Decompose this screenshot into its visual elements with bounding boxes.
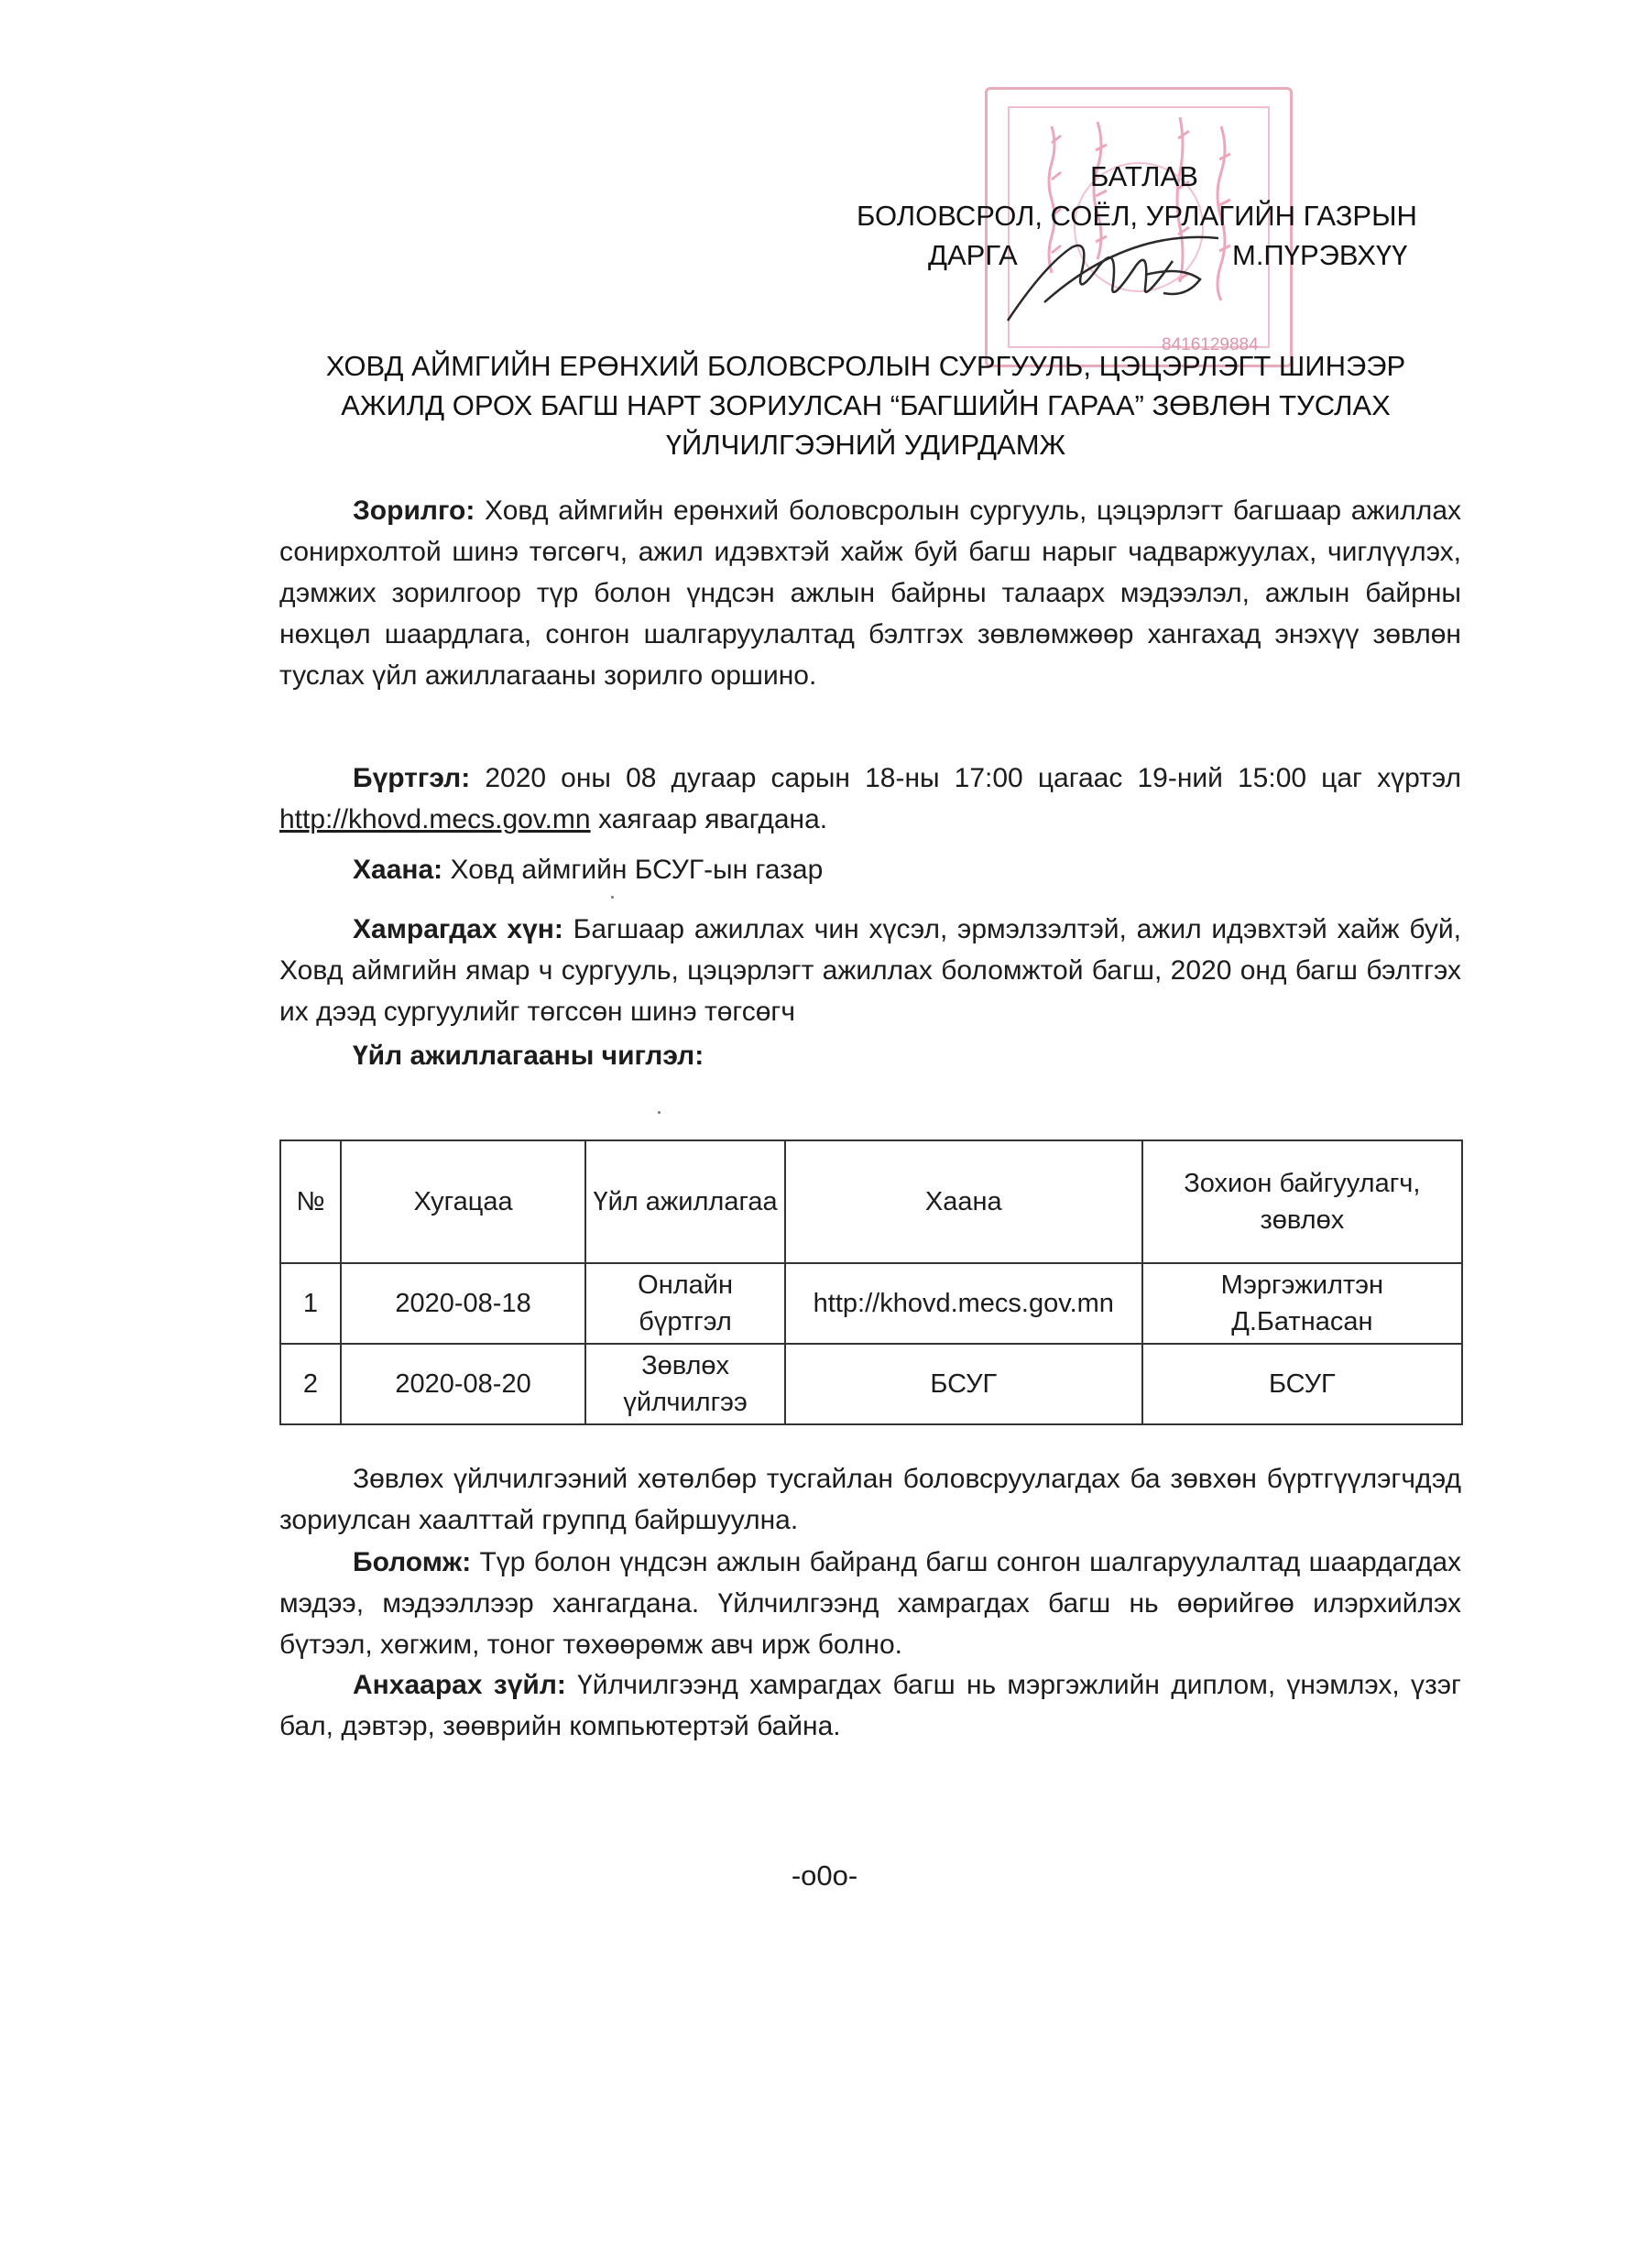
scan-speck (611, 896, 614, 899)
opportunity-text: Түр болон үндсэн ажлын байранд багш сонгон шалгаруулалтад шаардагдах мэдээ, мэдээллээр хангагдана. Үйлчилгээнд хамрагдах багш нь өөрийгөө илэрхийлэх бүтээл, хөгжим, тоног төхөөрөмж авч ирж болно. (279, 1547, 1461, 1660)
program-note-paragraph (279, 1458, 1461, 1541)
where-paragraph (279, 849, 1461, 890)
where-label: Хаана: (353, 855, 443, 885)
document-footer: -o0o- (791, 1859, 858, 1892)
where-text: Ховд аймгийн БСУГ-ын газар (442, 855, 824, 885)
cell-organizer: БСУГ (1142, 1344, 1462, 1424)
header-organizer: Зохион байгуулагч, зөвлөх (1142, 1140, 1462, 1263)
table-row (280, 1263, 1462, 1344)
approval-heading: БАТЛАВ (1090, 160, 1198, 192)
table-header-row (280, 1140, 1462, 1263)
attention-label: Анхаарах зүйл: (353, 1670, 566, 1700)
document-title (266, 346, 1466, 464)
approval-name: М.ПҮРЭВХҮҮ (1232, 239, 1408, 271)
cell-activity: Онлайн бүртгэл (585, 1263, 785, 1344)
audience-text: Багшаар ажиллах чин хүсэл, эрмэлзэлтэй, ажил идэвхтэй хайж буй, Ховд аймгийн ямар ч сургууль, цэцэрлэгт ажиллах боломжтой багш, 2020 онд багш бэлтгэх их дээд сургуулийг төгссөн шинэ төгсөгч (279, 914, 1461, 1027)
cell-activity: Зөвлөх үйлчилгээ (585, 1344, 785, 1424)
attention-paragraph (279, 1664, 1461, 1747)
directions-label: Үйл ажиллагааны чиглэл: (353, 1041, 704, 1071)
cell-date: 2020-08-18 (341, 1263, 585, 1344)
audience-paragraph (279, 909, 1461, 1032)
header-date: Хугацаа (341, 1140, 585, 1263)
title-line-1: ХОВД АЙМГИЙН ЕРӨНХИЙ БОЛОВСРОЛЫН СУРГУУЛЬ, ЦЭЦЭРЛЭГТ ШИНЭЭР (325, 350, 1406, 382)
registration-link[interactable]: http://khovd.mecs.gov.mn (279, 804, 591, 834)
header-number: № (280, 1140, 341, 1263)
header-where: Хаана (785, 1140, 1142, 1263)
attention-text: Үйлчилгээнд хамрагдах багш нь мэргэжлийн диплом, үнэмлэх, үзэг бал, дэвтэр, зөөврийн компьютертэй байна. (279, 1670, 1461, 1741)
goal-text: Ховд аймгийн ерөнхий боловсролын сургууль, цэцэрлэгт багшаар ажиллах сонирхолтой шинэ төгсөгч, ажил идэвхтэй хайж буй багш нарыг чадваржуулах, чиглүүлэх, дэмжих зорилгоор түр болон үндсэн ажлын байрны талаарх мэдээлэл, ажлын байрны нөхцөл шаардлага, сонгон шалгаруулалтад бэлтгэх зөвлөмжөөр хангахад энэхүү зөвлөн туслах үйл ажиллагааны зорилго оршино. (279, 496, 1461, 691)
stamp-number: 8416129884 (1162, 335, 1259, 354)
cell-where[interactable]: http://khovd.mecs.gov.mn (785, 1263, 1142, 1344)
cell-where: БСУГ (785, 1344, 1142, 1424)
registration-text-end: хаягаар явагдана. (590, 804, 828, 834)
directions-paragraph (279, 1035, 1461, 1076)
header-activity: Үйл ажиллагаа (585, 1140, 785, 1263)
opportunity-label: Боломж: (353, 1547, 472, 1577)
registration-text: 2020 оны 08 дугаар сарын 18-ны 17:00 цагаас 19-ний 15:00 цаг хүртэл (470, 763, 1461, 793)
schedule-table (279, 1139, 1463, 1425)
cell-number: 2 (280, 1344, 341, 1424)
goal-label: Зорилго: (353, 496, 475, 526)
title-line-3: ҮЙЛЧИЛГЭЭНИЙ УДИРДАМЖ (665, 429, 1066, 461)
approval-department: БОЛОВСРОЛ, СОЁЛ, УРЛАГИЙН ГАЗРЫН (857, 200, 1417, 232)
cell-number: 1 (280, 1263, 341, 1344)
scan-speck (658, 1111, 661, 1114)
title-line-2: АЖИЛД ОРОХ БАГШ НАРТ ЗОРИУЛСАН “БАГШИЙН ГАРАА” ЗӨВЛӨН ТУСЛАХ (341, 389, 1391, 421)
registration-paragraph (279, 758, 1461, 840)
program-note-text: Зөвлөх үйлчилгээний хөтөлбөр тусгайлан боловсруулагдах ба зөвхөн бүртгүүлэгчдэд зориулсан хаалттай группд байршуулна. (279, 1464, 1461, 1535)
cell-organizer: Мэргэжилтэн Д.Батнасан (1142, 1263, 1462, 1344)
approval-position: ДАРГА (928, 239, 1018, 271)
goal-paragraph (279, 490, 1461, 696)
cell-date: 2020-08-20 (341, 1344, 585, 1424)
table-row (280, 1344, 1462, 1424)
opportunity-paragraph (279, 1542, 1461, 1665)
registration-label: Бүртгэл: (353, 763, 471, 793)
audience-label: Хамрагдах хүн: (353, 914, 563, 944)
